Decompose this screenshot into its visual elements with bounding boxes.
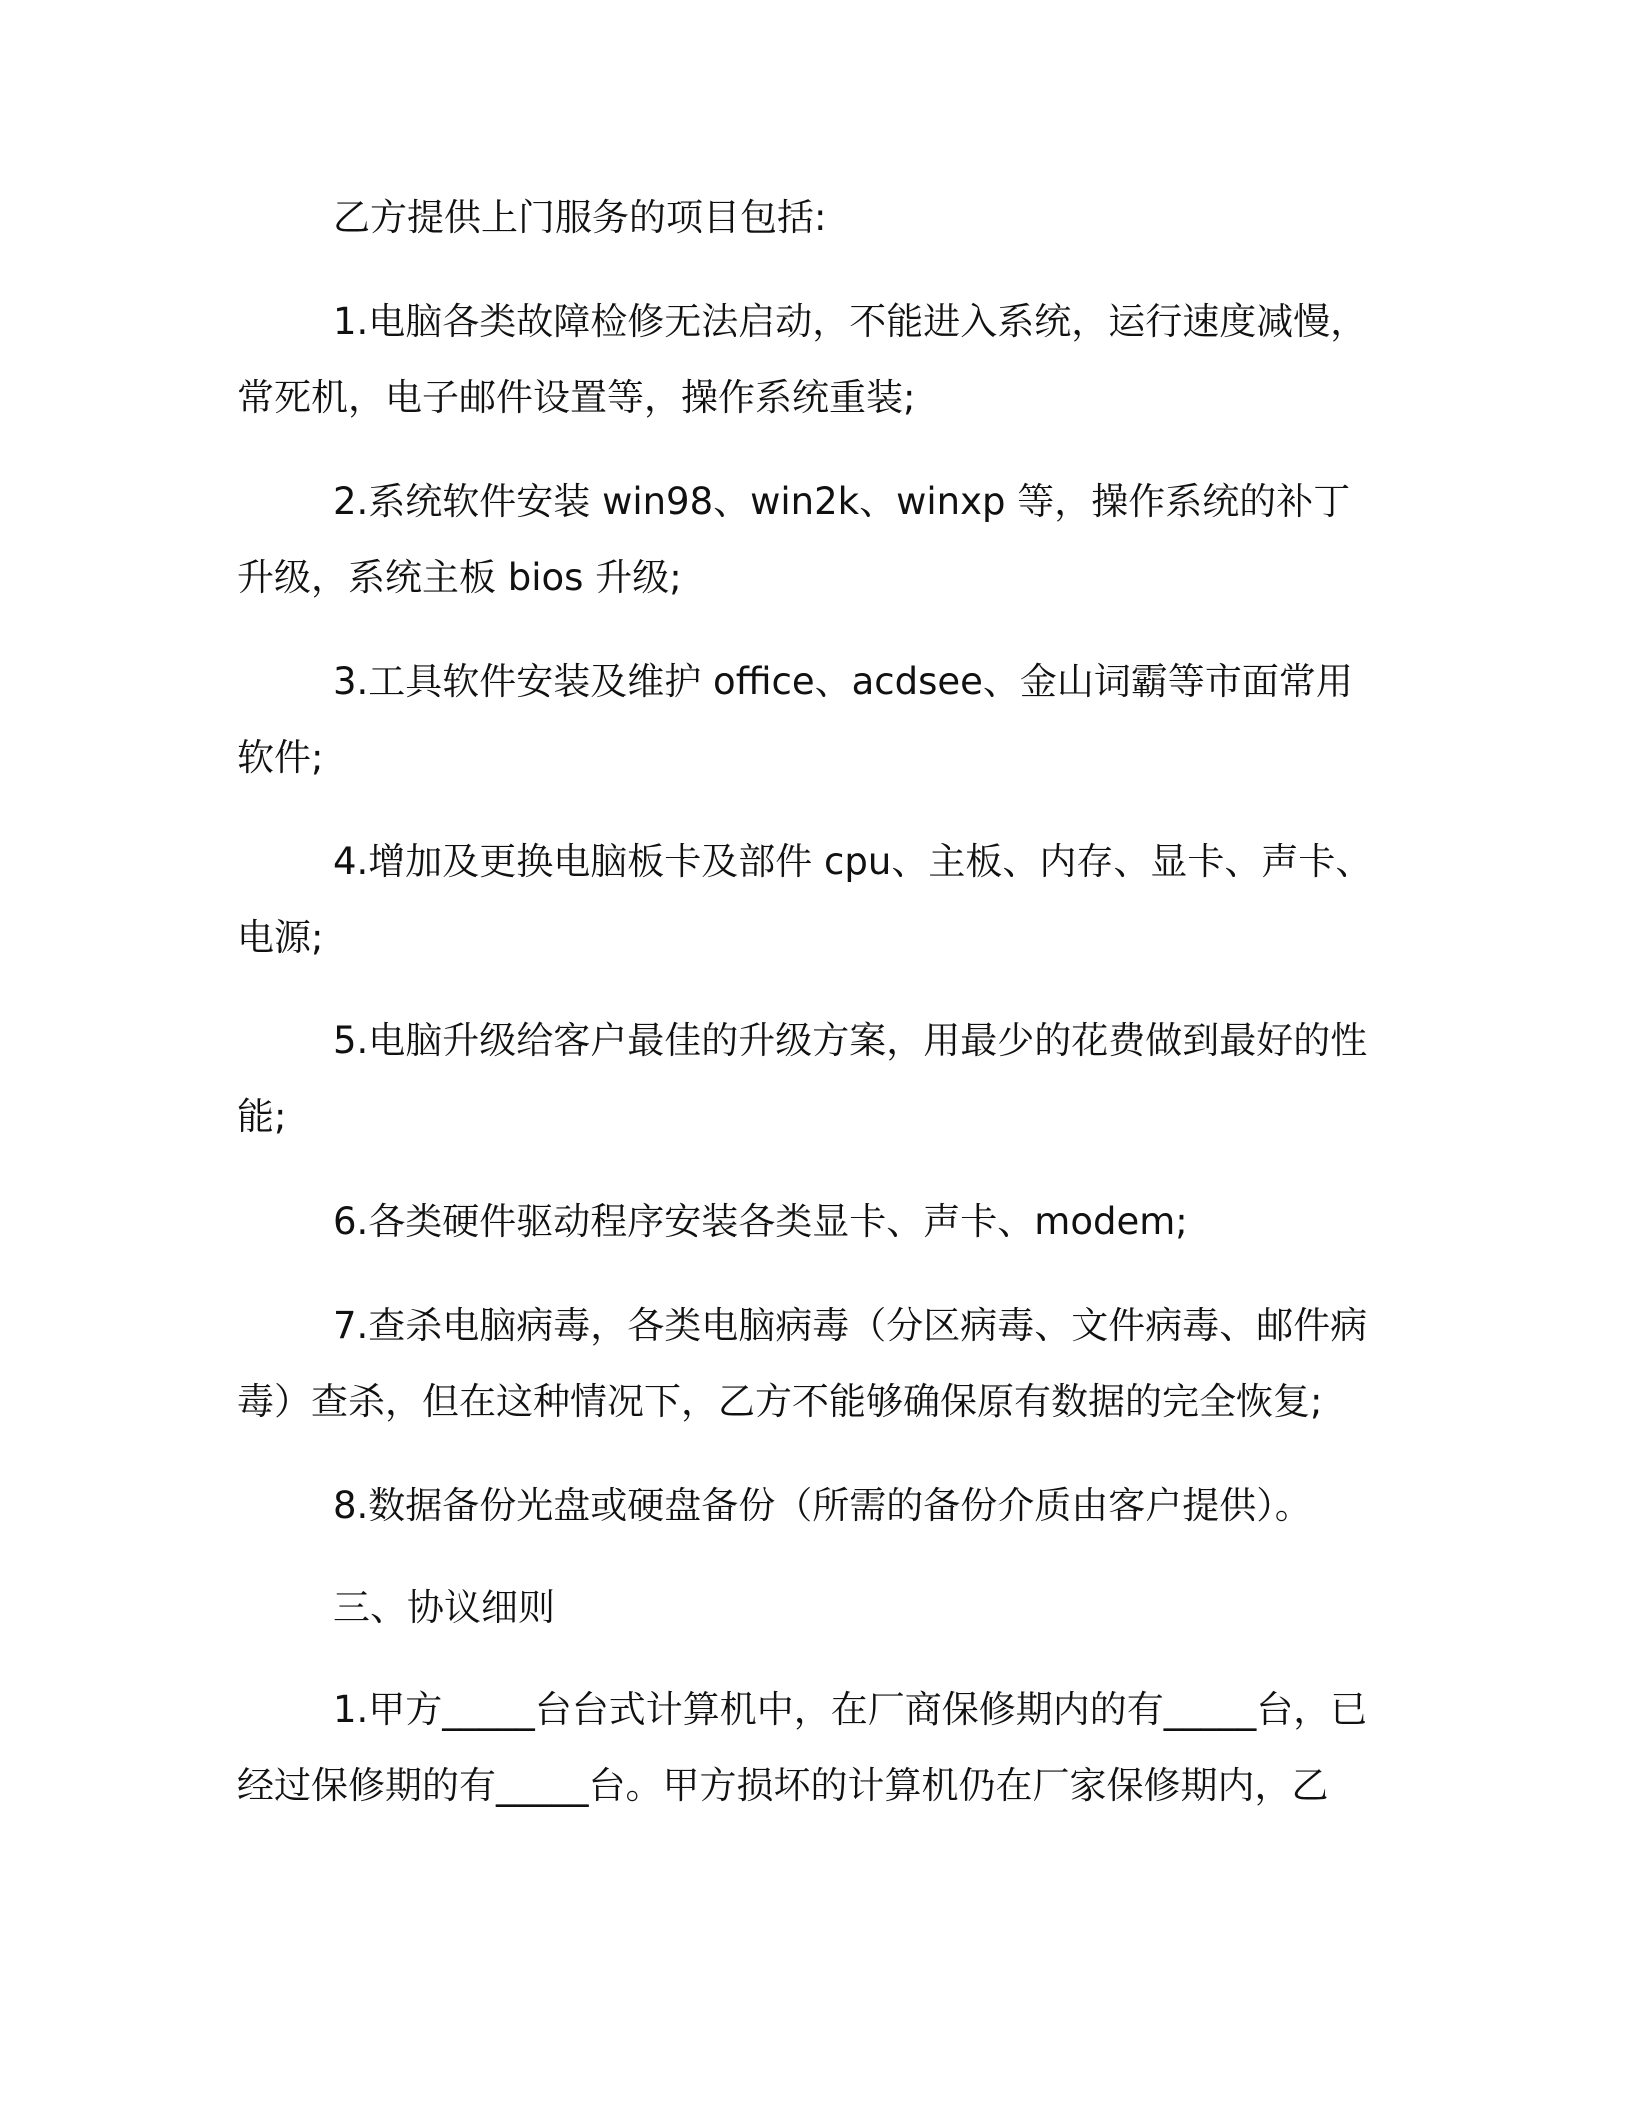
intro-paragraph: 乙方提供上门服务的项目包括: — [333, 196, 827, 239]
service-item-6: 6.各类硬件驱动程序安装各类显卡、声卡、modem; — [333, 1200, 1188, 1243]
service-item-3: 3.工具软件安装及维护 office、acdsee、金山词霸等市面常用软件; — [237, 660, 1353, 779]
service-item-2: 2.系统软件安装 win98、win2k、winxp 等，操作系统的补丁升级，系统主板 bios 升级; — [237, 480, 1351, 599]
service-item-5: 5.电脑升级给客户最佳的升级方案，用最少的花费做到最好的性能; — [237, 1019, 1368, 1138]
service-item-7: 7.查杀电脑病毒，各类电脑病毒（分区病毒、文件病毒、邮件病毒）查杀，但在这种情况下，乙方不能够确保原有数据的完全恢复; — [237, 1304, 1368, 1423]
service-item-8: 8.数据备份光盘或硬盘备份（所需的备份介质由客户提供）。 — [333, 1484, 1312, 1527]
terms-item-1: 1.甲方_____台台式计算机中，在厂商保修期内的有_____台，已经过保修期的有_____台。甲方损坏的计算机仍在厂家保修期内，乙 — [237, 1688, 1368, 1807]
section-heading: 三、协议细则 — [333, 1586, 555, 1629]
service-item-1: 1.电脑各类故障检修无法启动，不能进入系统，运行速度减慢，常死机，电子邮件设置等，操作系统重装; — [237, 300, 1368, 419]
service-item-4: 4.增加及更换电脑板卡及部件 cpu、主板、内存、显卡、声卡、电源; — [237, 840, 1373, 959]
